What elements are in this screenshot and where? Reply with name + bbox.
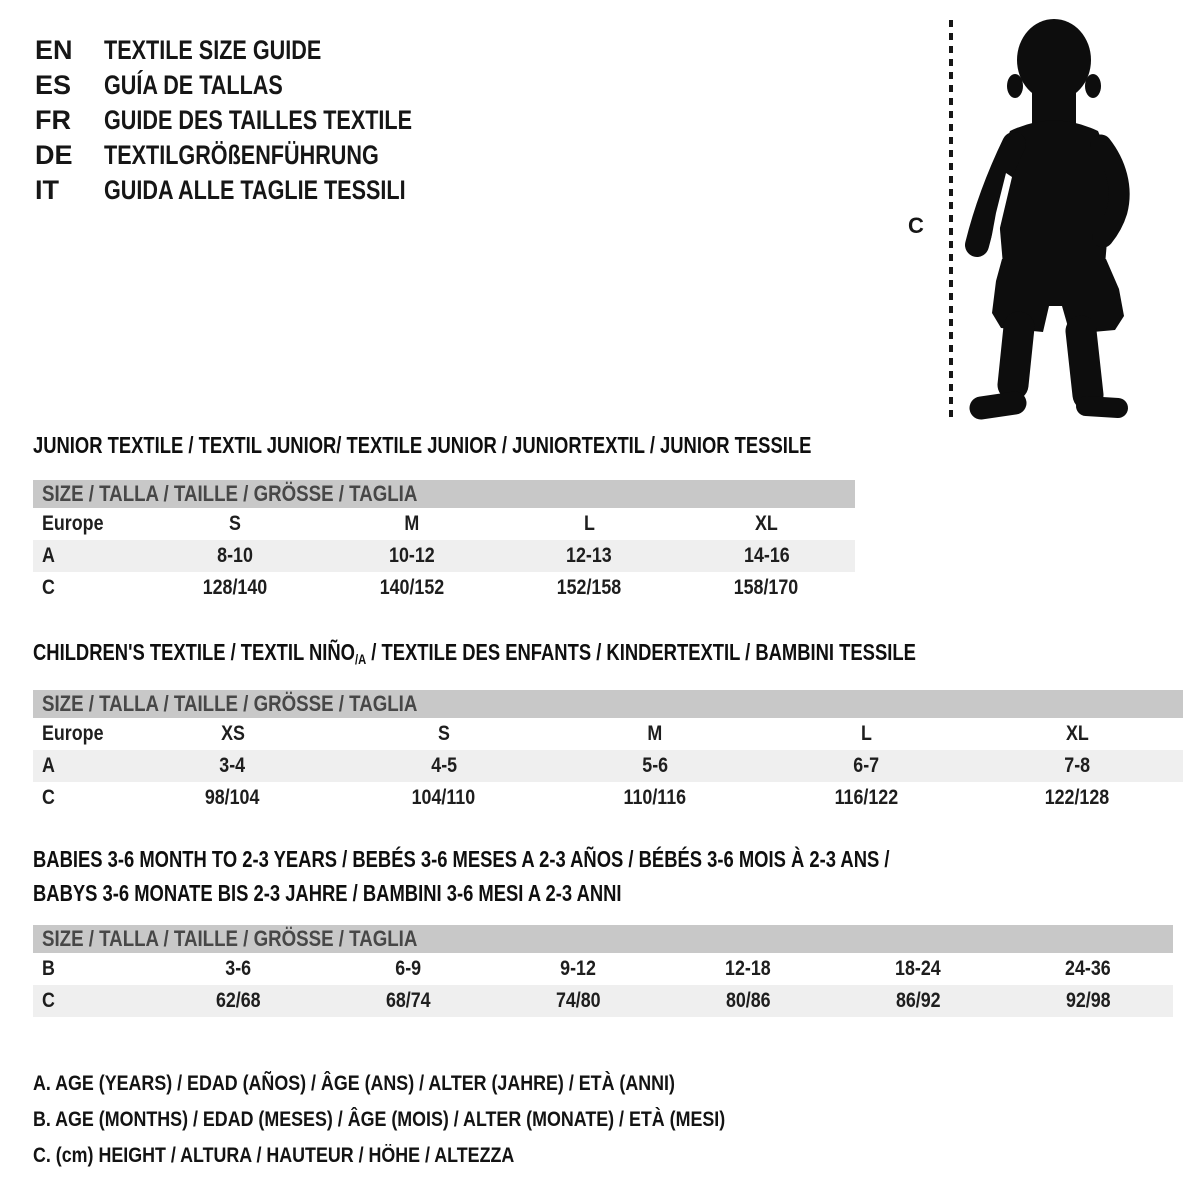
table-cell (501, 544, 678, 568)
language-row-de (35, 138, 489, 173)
column-header-text: M (404, 512, 420, 535)
guide-title-it: GUIDA ALLE TAGLIE TESSILI (104, 175, 406, 205)
language-row-en (35, 33, 489, 68)
legend-text: B. AGE (MONTHS) / EDAD (MESES) / ÂGE (MOIS) / ALTER (MONATE) / ETÀ (MESI) (33, 1108, 726, 1131)
table-cell (323, 576, 500, 600)
row-label (33, 989, 153, 1013)
babies-section-title-line1: BABIES 3-6 MONTH TO 2-3 YEARS / BEBÉS 3-6 MESES A 2-3 AÑOS / BÉBÉS 3-6 MOIS À 2-3 ANS / (33, 846, 890, 872)
cell-text: 86/92 (895, 989, 941, 1012)
table-cell (493, 989, 663, 1013)
region-label-text: Europe (42, 512, 104, 535)
column-header (146, 512, 323, 536)
children-columns-row (33, 718, 1183, 750)
cell-text: 122/128 (1045, 786, 1110, 809)
table-cell (323, 957, 493, 981)
column-header (501, 512, 678, 536)
cell-text: 104/110 (412, 786, 476, 809)
children-size-header-bar (33, 690, 1183, 718)
cell-text: 116/122 (834, 786, 898, 809)
babies-size-table (33, 925, 1173, 1017)
column-header (127, 722, 338, 746)
cell-text: 140/152 (379, 576, 445, 599)
guide-title-fr: GUIDE DES TAILLES TEXTILE (104, 105, 413, 135)
children-size-table (33, 690, 1183, 814)
cell-text: 4-5 (430, 754, 457, 777)
table-cell (338, 754, 549, 778)
cell-text: 98/104 (205, 786, 260, 809)
column-header (323, 512, 500, 536)
table-cell (127, 786, 338, 810)
table-cell (323, 989, 493, 1013)
language-row-fr (35, 103, 489, 138)
cell-text: 18-24 (895, 957, 941, 980)
cell-text: 110/116 (623, 786, 687, 809)
legend-text: C. (cm) HEIGHT / ALTURA / HAUTEUR / HÖHE / ALTEZZA (33, 1144, 515, 1167)
children-section-title (33, 639, 916, 666)
table-cell (761, 786, 972, 810)
row-label (33, 786, 127, 810)
babies-size-header-bar (33, 925, 1173, 953)
children-title-pre: CHILDREN'S TEXTILE / TEXTIL NIÑO (33, 639, 355, 665)
column-header-text: S (228, 512, 241, 535)
table-cell (549, 754, 760, 778)
legend-age-years (33, 1066, 847, 1102)
table-cell (972, 786, 1183, 810)
cell-text: 74/80 (555, 989, 601, 1012)
row-label-text: B (42, 957, 55, 980)
table-cell (663, 957, 833, 981)
cell-text: 80/86 (725, 989, 771, 1012)
cell-text: 9-12 (560, 957, 596, 980)
cell-text: 5-6 (642, 754, 668, 777)
children-height-row (33, 782, 1183, 814)
row-label-text: A (42, 754, 55, 777)
column-header (338, 722, 549, 746)
cell-text: 158/170 (734, 576, 799, 599)
size-header-text: SIZE / TALLA / TAILLE / GRÖSSE / TAGLIA (42, 926, 418, 951)
table-cell (833, 957, 1003, 981)
cell-text: 62/68 (215, 989, 261, 1012)
junior-columns-row (33, 508, 855, 540)
row-label (33, 754, 127, 778)
column-header-text: M (647, 722, 663, 745)
row-label (33, 544, 146, 568)
table-cell (678, 576, 855, 600)
column-header (678, 512, 855, 536)
column-header-text: L (583, 512, 595, 535)
children-title-subscript: /A (354, 651, 367, 667)
language-title-list (35, 33, 489, 208)
table-cell (323, 544, 500, 568)
babies-section-title-line2: BABYS 3-6 MONATE BIS 2-3 JAHRE / BAMBINI 3-6 MESI A 2-3 ANNI (33, 880, 622, 906)
legend-text: A. AGE (YEARS) / EDAD (AÑOS) / ÂGE (ANS) / ALTER (JAHRE) / ETÀ (ANNI) (33, 1072, 675, 1095)
row-label-text: A (42, 544, 55, 567)
language-code: IT (35, 175, 59, 205)
cell-text: 12-18 (725, 957, 771, 980)
language-row-it (35, 173, 489, 208)
guide-title-es: GUÍA DE TALLAS (104, 70, 283, 100)
language-code: EN (35, 35, 73, 65)
table-cell (338, 786, 549, 810)
size-header-text: SIZE / TALLA / TAILLE / GRÖSSE / TAGLIA (42, 481, 418, 506)
legend-age-months (33, 1102, 847, 1138)
cell-text: 68/74 (385, 989, 431, 1012)
table-cell (833, 989, 1003, 1013)
cell-text: 24-36 (1065, 957, 1111, 980)
guide-title-en: TEXTILE SIZE GUIDE (104, 35, 322, 65)
toddler-silhouette-image (958, 13, 1140, 423)
measurement-legend (33, 1066, 847, 1174)
table-cell (153, 957, 323, 981)
cell-text: 8-10 (216, 544, 253, 567)
children-age-row (33, 750, 1183, 782)
row-label-text: C (42, 576, 55, 599)
row-label-text: C (42, 989, 55, 1012)
table-cell (146, 544, 323, 568)
cell-text: 152/158 (556, 576, 622, 599)
language-row-es (35, 68, 489, 103)
guide-title-de: TEXTILGRÖßENFÜHRUNG (104, 140, 379, 170)
language-code: FR (35, 105, 71, 135)
cell-text: 92/98 (1065, 989, 1111, 1012)
table-cell (663, 989, 833, 1013)
table-cell (493, 957, 663, 981)
cell-text: 10-12 (389, 544, 435, 567)
junior-age-row (33, 540, 855, 572)
table-cell (146, 576, 323, 600)
cell-text: 14-16 (743, 544, 790, 567)
cell-text: 12-13 (566, 544, 612, 567)
column-header-text: XL (1065, 722, 1089, 745)
cell-text: 3-6 (225, 957, 251, 980)
junior-size-header-bar (33, 480, 855, 508)
region-label (33, 722, 127, 746)
column-header (549, 722, 760, 746)
cell-text: 3-4 (219, 754, 246, 777)
table-cell (127, 754, 338, 778)
babies-height-row (33, 985, 1173, 1017)
row-label (33, 957, 153, 981)
language-code: ES (35, 70, 72, 100)
size-header-text: SIZE / TALLA / TAILLE / GRÖSSE / TAGLIA (42, 691, 418, 716)
column-header-text: L (860, 722, 872, 745)
language-code: DE (35, 140, 73, 170)
babies-months-row (33, 953, 1173, 985)
region-label (33, 512, 146, 536)
row-label (33, 576, 146, 600)
column-header-text: XL (754, 512, 778, 535)
junior-section-title: JUNIOR TEXTILE / TEXTIL JUNIOR/ TEXTILE JUNIOR / JUNIORTEXTIL / JUNIOR TESSILE (33, 432, 812, 458)
cell-text: 6-9 (395, 957, 421, 980)
table-cell (1003, 989, 1173, 1013)
table-cell (549, 786, 760, 810)
column-header (972, 722, 1183, 746)
height-measure-dashed-line (949, 20, 953, 417)
legend-height-cm (33, 1138, 847, 1174)
height-measure-label: C (908, 213, 924, 238)
column-header (761, 722, 972, 746)
table-cell (678, 544, 855, 568)
table-cell (153, 989, 323, 1013)
table-cell (1003, 957, 1173, 981)
table-cell (501, 576, 678, 600)
junior-height-row (33, 572, 855, 604)
table-cell (972, 754, 1183, 778)
cell-text: 7-8 (1064, 754, 1091, 777)
row-label-text: C (42, 786, 55, 809)
children-title-post: / TEXTILE DES ENFANTS / KINDERTEXTIL / BAMBINI TESSILE (366, 639, 916, 665)
table-cell (761, 754, 972, 778)
column-header-text: XS (220, 722, 245, 745)
region-label-text: Europe (42, 722, 104, 745)
cell-text: 6-7 (853, 754, 880, 777)
cell-text: 128/140 (202, 576, 267, 599)
junior-size-table (33, 480, 855, 604)
column-header-text: S (437, 722, 450, 745)
